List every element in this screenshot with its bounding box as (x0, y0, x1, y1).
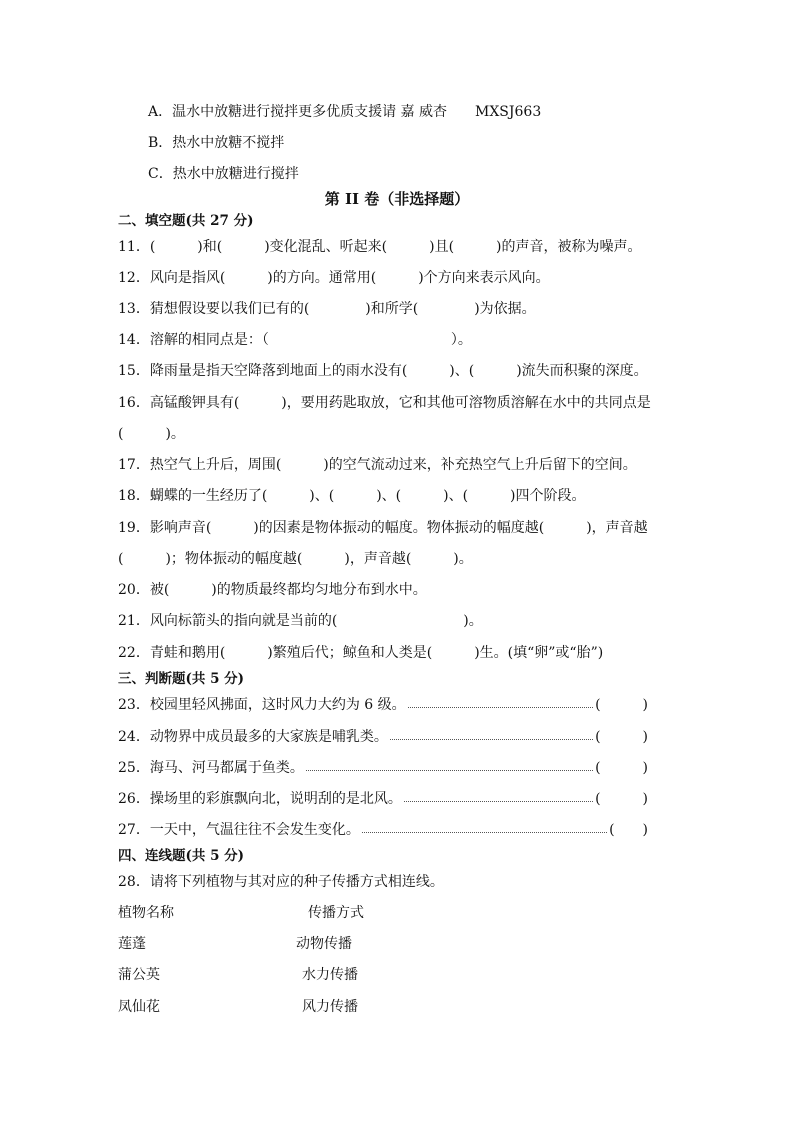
fill-item-13: 13．猜想假设要以我们已有的( )和所学( )为依据。 (118, 301, 536, 317)
answer-blank: ( ) (595, 760, 648, 776)
section-judge-heading: 三、判断题(共 5 分) (118, 671, 245, 687)
fill-item-20: 20．被( )的物质最终都均匀地分布到水中。 (118, 582, 427, 598)
match-header-plant: 植物名称 (118, 905, 174, 921)
answer-blank: ( ) (609, 822, 648, 838)
judge-question: 26．操场里的彩旗飘向北，说明刮的是北风。 (118, 791, 402, 807)
fill-item-19: 19．影响声音( )的因素是物体振动的幅度。物体振动的幅度越( )，声音越 (118, 520, 648, 536)
part2-title: 第 II 卷（非选择题） (324, 190, 470, 208)
answer-blank: ( ) (595, 791, 648, 807)
dot-leader (306, 770, 593, 771)
fill-item-11: 11．( )和( )变化混乱、听起来( )且( )的声音，被称为噪声。 (118, 239, 642, 255)
fill-item-22: 22．青蛙和鹅用( )繁殖后代；鲸鱼和人类是( )生。(填“卵”或“胎”) (118, 645, 604, 661)
fill-item-19-cont: ( )；物体振动的幅度越( )，声音越( )。 (118, 551, 473, 567)
judge-item-26 (118, 790, 648, 808)
match-method-1: 动物传播 (296, 936, 352, 952)
judge-question: 25．海马、河马都属于鱼类。 (118, 760, 304, 776)
judge-item-25 (118, 759, 648, 777)
fill-item-16: 16．高锰酸钾具有( )，要用药匙取放，它和其他可溶物质溶解在水中的共同点是 (118, 395, 651, 411)
judge-item-24 (118, 728, 648, 746)
fill-item-15: 15．降雨量是指天空降落到地面上的雨水没有( )、( )流失而积聚的深度。 (118, 363, 648, 379)
answer-blank: ( ) (595, 697, 648, 713)
fill-item-12: 12．风向是指风( )的方向。通常用( )个方向来表示风向。 (118, 270, 550, 286)
dot-leader (404, 801, 593, 802)
judge-question: 23．校园里轻风拂面，这时风力大约为 6 级。 (118, 697, 406, 713)
match-header-method: 传播方式 (308, 905, 364, 921)
dot-leader (390, 739, 593, 740)
dot-leader (408, 707, 593, 708)
dot-leader (362, 832, 607, 833)
match-method-3: 风力传播 (302, 999, 358, 1015)
judge-question: 24．动物界中成员最多的大家族是哺乳类。 (118, 729, 388, 745)
fill-item-18: 18．蝴蝶的一生经历了( )、( )、( )、( )四个阶段。 (118, 488, 586, 504)
match-question: 28．请将下列植物与其对应的种子传播方式相连线。 (118, 874, 444, 890)
match-method-2: 水力传播 (302, 967, 358, 983)
match-plant-2: 蒲公英 (118, 967, 160, 983)
match-plant-1: 莲蓬 (118, 936, 146, 952)
fill-item-21: 21．风向标箭头的指向就是当前的( )。 (118, 613, 483, 629)
option-b: B．热水中放糖不搅拌 (148, 135, 285, 151)
option-a: A．温水中放糖进行搅拌更多优质支援请 嘉 威杏 MXSJ663 (148, 104, 542, 120)
answer-blank: ( ) (595, 729, 648, 745)
fill-item-14: 14．溶解的相同点是：（ ）。 (118, 332, 472, 348)
section-match-heading: 四、连线题(共 5 分) (118, 848, 245, 864)
judge-item-23 (118, 696, 648, 714)
section-fill-heading: 二、填空题(共 27 分) (118, 213, 254, 229)
judge-question: 27．一天中，气温往往不会发生变化。 (118, 822, 360, 838)
option-c: C．热水中放糖进行搅拌 (148, 166, 299, 182)
judge-item-27 (118, 821, 648, 839)
fill-item-17: 17．热空气上升后，周围( )的空气流动过来，补充热空气上升后留下的空间。 (118, 457, 637, 473)
fill-item-16-cont: ( )。 (118, 426, 185, 442)
match-plant-3: 凤仙花 (118, 999, 160, 1015)
